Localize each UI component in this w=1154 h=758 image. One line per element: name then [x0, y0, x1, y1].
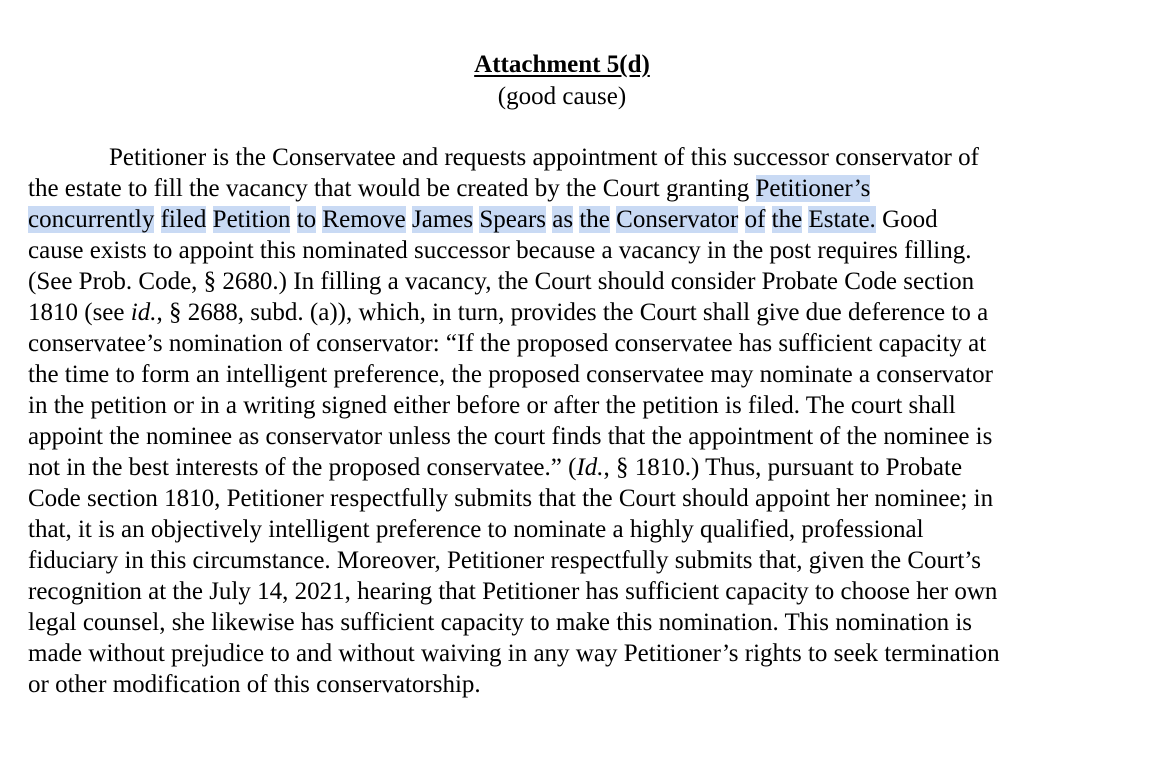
attachment-heading-text: Attachment 5(d) — [474, 51, 650, 78]
text-run: made without prejudice to and without waiving in any way Petitioner’s rights to seek termination — [28, 640, 1000, 667]
text-run: Code section 1810, Petitioner respectfully submits that the Court should appoint her nominee; in — [28, 485, 994, 512]
attachment-heading — [0, 50, 1124, 80]
paragraph-line — [28, 142, 1126, 173]
text-run: cause exists to appoint this nominated successor because a vacancy in the post requires filling. — [28, 237, 972, 264]
paragraph-line — [28, 328, 1126, 359]
highlighted-text: as — [552, 206, 574, 233]
highlighted-text: filed — [160, 206, 207, 233]
italic-citation: Id. — [576, 454, 604, 481]
text-run — [738, 206, 744, 233]
text-run: Petitioner is the Conservatee and requests appointment of this successor conservator of — [109, 144, 979, 171]
highlighted-text: Petitioner’s — [755, 175, 871, 202]
paragraph-line — [28, 545, 1126, 576]
paragraph-line — [28, 390, 1126, 421]
highlighted-text: the — [579, 206, 610, 233]
text-run — [290, 206, 296, 233]
paragraph-line — [28, 173, 1126, 204]
highlighted-text: Estate. — [808, 206, 876, 233]
highlighted-text: concurrently — [28, 206, 155, 233]
text-run: Good — [875, 206, 938, 233]
text-run — [765, 206, 771, 233]
attachment-subheading: (good cause) — [497, 83, 627, 110]
italic-citation: id. — [130, 299, 157, 326]
highlighted-text: James — [412, 206, 474, 233]
text-run: appoint the nominee as conservator unless the court finds that the appointment of the nominee is — [28, 423, 993, 450]
paragraph-line — [28, 204, 1126, 235]
text-run — [206, 206, 212, 233]
highlighted-text: Remove — [322, 206, 406, 233]
text-run: legal counsel, she likewise has sufficient capacity to make this nomination. This nomination is — [28, 609, 973, 636]
paragraph-line — [28, 359, 1126, 390]
paragraph-line — [28, 638, 1126, 669]
text-run — [154, 206, 160, 233]
text-run: or other modification of this conservatorship. — [28, 671, 481, 698]
text-run: in the petition or in a writing signed either before or after the petition is filed. The court shall — [28, 392, 956, 419]
highlighted-text: to — [296, 206, 317, 233]
highlighted-text: Conservator — [616, 206, 739, 233]
text-run: 1810 (see — [28, 299, 131, 326]
paragraph-line — [28, 297, 1126, 328]
paragraph-line — [28, 421, 1126, 452]
paragraph-line — [28, 607, 1126, 638]
highlighted-text: of — [744, 206, 766, 233]
text-run: the estate to fill the vacancy that would be created by the Court granting — [28, 175, 756, 202]
highlighted-text: the — [771, 206, 803, 233]
body-paragraph[interactable] — [28, 142, 1126, 700]
paragraph-line — [28, 576, 1126, 607]
paragraph-line — [28, 514, 1126, 545]
paragraph-line — [28, 452, 1126, 483]
text-run: (See Prob. Code, § 2680.) In filling a vacancy, the Court should consider Probate Code section — [28, 268, 975, 295]
paragraph-line — [28, 235, 1126, 266]
text-run: , § 2688, subd. (a)), which, in turn, provides the Court shall give due deference to a — [156, 299, 989, 326]
text-run: conservatee’s nomination of conservator: “If the proposed conservatee has sufficient capacity at — [28, 330, 987, 357]
text-run: the time to form an intelligent preference, the proposed conservatee may nominate a conservator — [28, 361, 993, 388]
text-run: recognition at the July 14, 2021, hearing that Petitioner has sufficient capacity to choose her own — [28, 578, 998, 605]
paragraph-line — [28, 669, 1126, 700]
paragraph-line — [28, 483, 1126, 514]
paragraph-line — [28, 266, 1126, 297]
text-run: that, it is an objectively intelligent preference to nominate a highly qualified, professional — [28, 516, 924, 543]
text-run: not in the best interests of the proposed conservatee.” ( — [28, 454, 577, 481]
highlighted-text: Spears — [479, 206, 547, 233]
highlighted-text: Petition — [212, 206, 291, 233]
text-run: fiduciary in this circumstance. Moreover, Petitioner respectfully submits that, given the Court’s — [28, 547, 981, 574]
text-run: , § 1810.) Thus, pursuant to Probate — [603, 454, 963, 481]
